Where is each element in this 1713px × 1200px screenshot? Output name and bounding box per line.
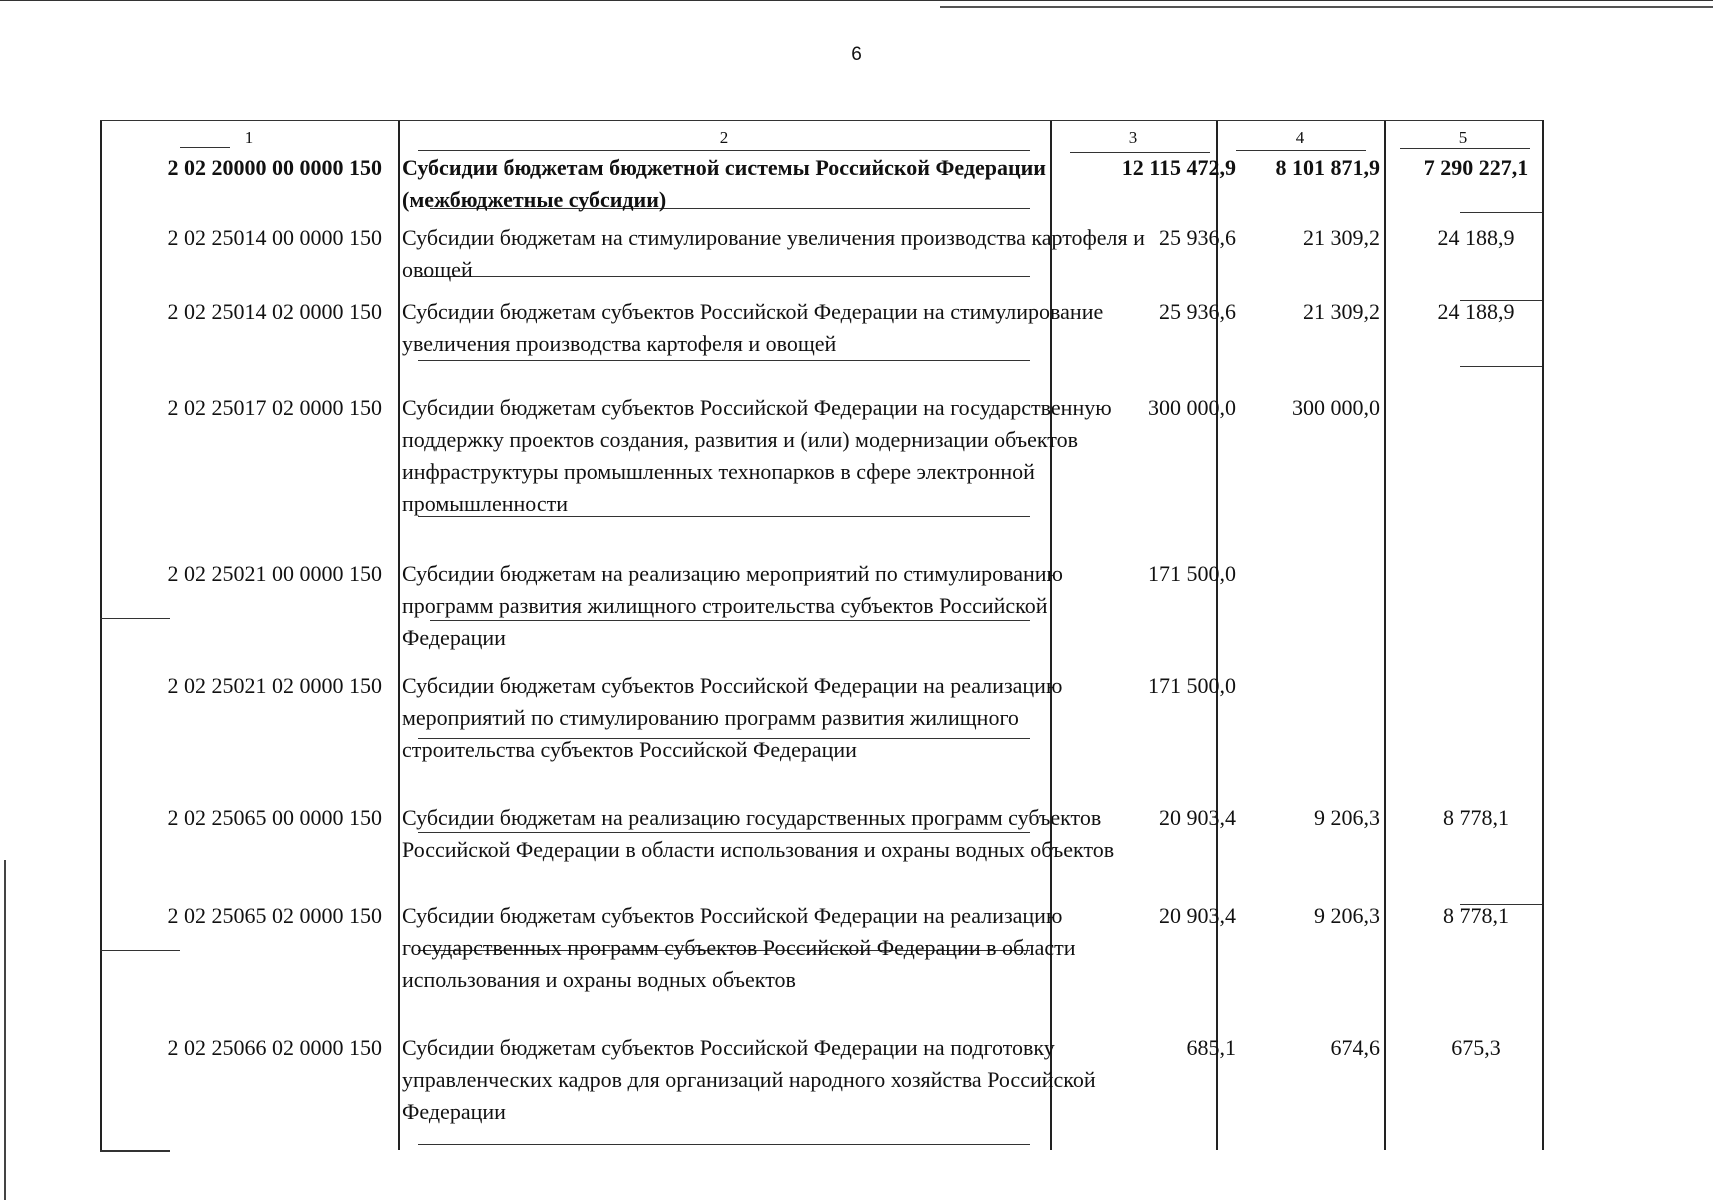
header-rule bbox=[1400, 148, 1530, 149]
row-value-4: 300 000,0 bbox=[1292, 395, 1380, 420]
table-bottom-rule bbox=[418, 1144, 1030, 1145]
column-header-1: 1 bbox=[244, 128, 254, 147]
budget-table bbox=[100, 120, 1554, 1152]
header-rule bbox=[1236, 150, 1366, 151]
row-code: 2 02 25065 02 0000 150 bbox=[167, 903, 382, 928]
row-value-5: 24 188,9 bbox=[1437, 225, 1515, 250]
column-rule bbox=[398, 120, 400, 1150]
row-value-3: 20 903,4 bbox=[1159, 903, 1236, 928]
column-rule bbox=[1542, 120, 1544, 1150]
row-value-5: 7 290 227,1 bbox=[1423, 155, 1529, 180]
row-code: 2 02 25017 02 0000 150 bbox=[167, 395, 382, 420]
row-code: 2 02 20000 00 0000 150 bbox=[167, 155, 382, 180]
row-name: Субсидии бюджетам бюджетной системы Российской Федерации (межбюджетные субсидии) bbox=[402, 155, 1046, 212]
column-header-2: 2 bbox=[719, 128, 729, 147]
column-header-4: 4 bbox=[1295, 128, 1305, 147]
row-value-5: 24 188,9 bbox=[1437, 299, 1515, 324]
page-number: 6 bbox=[851, 44, 862, 65]
scan-border-top-right bbox=[940, 6, 1713, 8]
row-name: Субсидии бюджетам на реализацию государственных программ субъектов Российской Федерации в области использования и охраны водных объектов bbox=[402, 805, 1115, 862]
row-value-3: 25 936,6 bbox=[1159, 225, 1236, 250]
row-value-4: 9 206,3 bbox=[1314, 805, 1380, 830]
row-name: Субсидии бюджетам субъектов Российской Федерации на стимулирование увеличения производства картофеля и овощей bbox=[402, 299, 1104, 356]
row-value-5: 8 778,1 bbox=[1443, 805, 1509, 830]
row-value-4: 674,6 bbox=[1330, 1035, 1380, 1060]
row-rule bbox=[100, 618, 170, 619]
header-rule bbox=[418, 150, 1030, 151]
row-value-3: 171 500,0 bbox=[1148, 673, 1236, 698]
row-value-4: 8 101 871,9 bbox=[1275, 155, 1380, 180]
column-rule bbox=[1216, 120, 1218, 1150]
row-code: 2 02 25021 02 0000 150 bbox=[167, 673, 382, 698]
row-code: 2 02 25065 00 0000 150 bbox=[167, 805, 382, 830]
row-value-3: 25 936,6 bbox=[1159, 299, 1236, 324]
table-top-rule bbox=[100, 120, 1542, 121]
column-header-5: 5 bbox=[1458, 128, 1468, 147]
row-code: 2 02 25014 02 0000 150 bbox=[167, 299, 382, 324]
row-rule bbox=[418, 360, 1030, 361]
row-name: Субсидии бюджетам субъектов Российской Федерации на реализацию государственных программ субъектов Российской Федерации в области использования и охраны водных объектов bbox=[402, 903, 1076, 992]
row-name: Субсидии бюджетам субъектов Российской Федерации на государственную поддержку проектов создания, развития и (или) модернизации объектов инфраструктуры промышленных технопарков в сфере электронной промышленности bbox=[402, 395, 1112, 516]
row-code: 2 02 25014 00 0000 150 bbox=[167, 225, 382, 250]
scan-border-top bbox=[0, 0, 1713, 1]
row-value-3: 685,1 bbox=[1186, 1035, 1236, 1060]
row-rule bbox=[1460, 212, 1542, 213]
row-value-4: 9 206,3 bbox=[1314, 903, 1380, 928]
row-name: Субсидии бюджетам на стимулирование увеличения производства картофеля и овощей bbox=[402, 225, 1145, 282]
table-bottom-rule bbox=[100, 1150, 170, 1152]
column-header-3: 3 bbox=[1128, 128, 1138, 147]
row-value-4: 21 309,2 bbox=[1303, 225, 1380, 250]
row-value-5: 8 778,1 bbox=[1443, 903, 1509, 928]
row-rule bbox=[1460, 366, 1542, 367]
column-rule bbox=[100, 120, 102, 1150]
row-name: Субсидии бюджетам на реализацию мероприятий по стимулированию программ развития жилищного строительства субъектов Российской Федерации bbox=[402, 561, 1063, 650]
row-value-3: 20 903,4 bbox=[1159, 805, 1236, 830]
row-value-3: 300 000,0 bbox=[1148, 395, 1236, 420]
scan-border-left bbox=[4, 860, 6, 1200]
row-name: Субсидии бюджетам субъектов Российской Федерации на реализацию мероприятий по стимулированию программ развития жилищного строительства субъектов Российской Федерации bbox=[402, 673, 1063, 762]
row-code: 2 02 25021 00 0000 150 bbox=[167, 561, 382, 586]
row-name: Субсидии бюджетам субъектов Российской Федерации на подготовку управленческих кадров для организаций народного хозяйства Российской Федерации bbox=[402, 1035, 1096, 1124]
row-value-3: 12 115 472,9 bbox=[1121, 155, 1236, 180]
row-value-5: 675,3 bbox=[1451, 1035, 1501, 1060]
row-code: 2 02 25066 02 0000 150 bbox=[167, 1035, 382, 1060]
row-value-4: 21 309,2 bbox=[1303, 299, 1380, 324]
row-value-3: 171 500,0 bbox=[1148, 561, 1236, 586]
header-rule bbox=[180, 147, 230, 148]
column-rule bbox=[1384, 120, 1386, 1150]
row-rule bbox=[100, 950, 180, 951]
